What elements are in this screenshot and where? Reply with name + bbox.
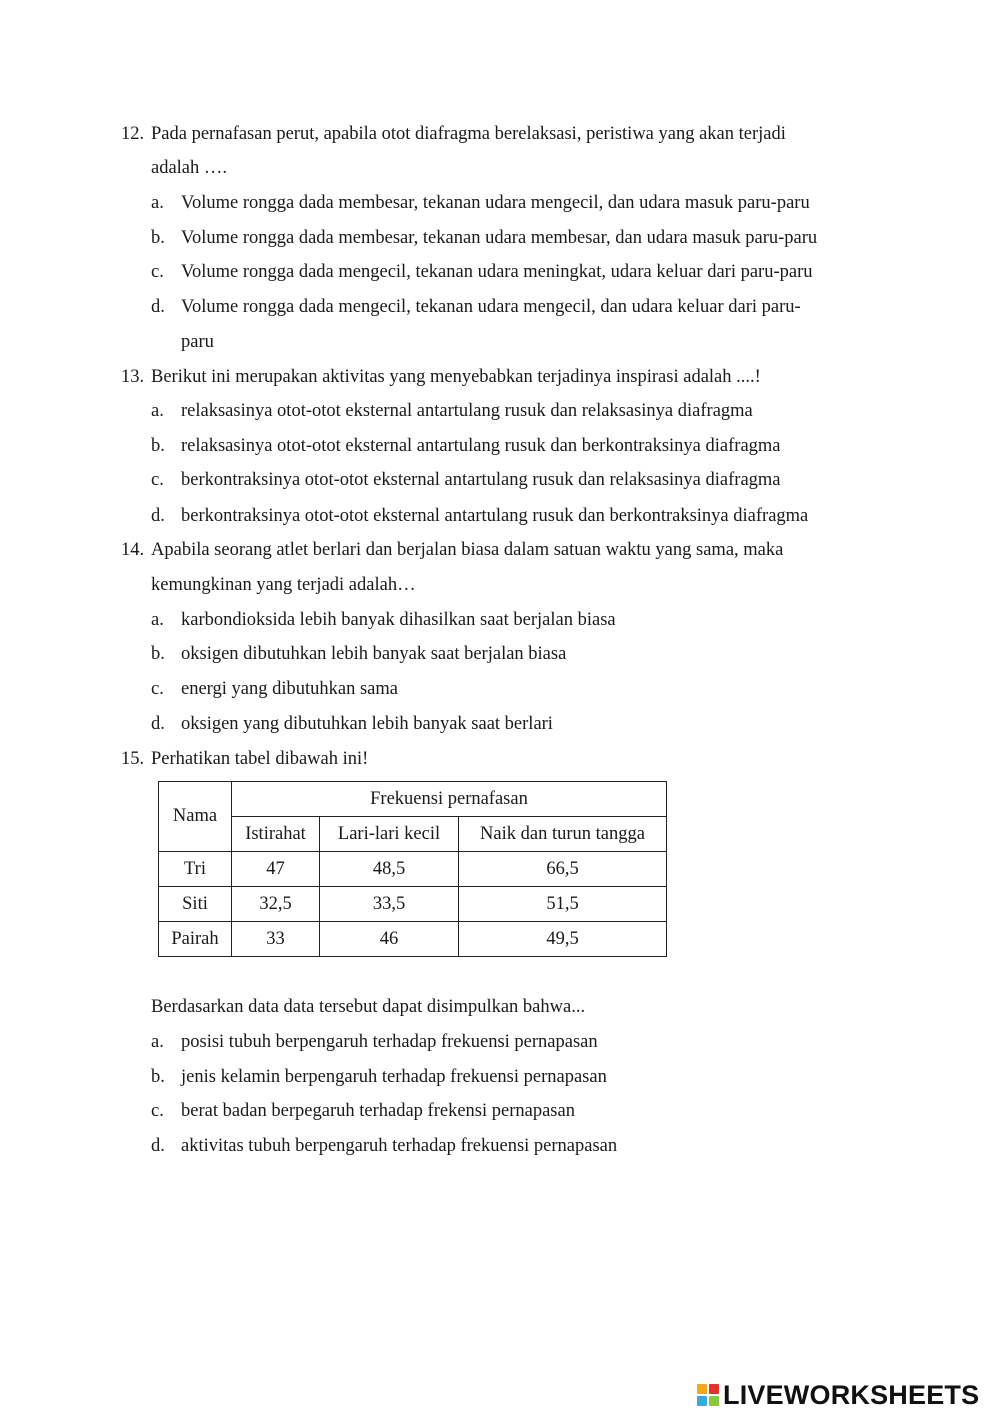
option-letter: d.	[151, 297, 165, 317]
breathing-frequency-table	[158, 781, 667, 957]
question-14-text: 14. Apabila seorang atlet berlari dan berjalan biasa dalam satuan waktu yang sama, maka	[121, 540, 784, 560]
option-letter: d.	[151, 506, 165, 526]
option-13-b[interactable]: b. relaksasinya otot-otot eksternal antartulang rusuk dan berkontraksinya diafragma	[151, 436, 781, 456]
option-letter: b.	[151, 1067, 165, 1087]
logo-block	[709, 1396, 719, 1406]
option-13-c[interactable]: c. berkontraksinya otot-otot eksternal antartulang rusuk dan relaksasinya diafragma	[151, 470, 781, 490]
option-letter: a.	[151, 401, 164, 421]
question-12-text: 12. Pada pernafasan perut, apabila otot diafragma berelaksasi, peristiwa yang akan terjadi	[121, 124, 786, 144]
question-number: 15.	[121, 749, 145, 769]
option-letter: b.	[151, 228, 165, 248]
row-cell: 33	[232, 922, 320, 957]
question-13-text: 13. Berikut ini merupakan aktivitas yang menyebabkan terjadinya inspirasi adalah ....!	[121, 367, 761, 387]
row-cell: 49,5	[459, 922, 667, 957]
logo-block	[697, 1384, 707, 1394]
question-15-conclusion: Berdasarkan data data tersebut dapat disimpulkan bahwa...	[151, 997, 586, 1017]
table-header-row	[159, 782, 667, 817]
table-row	[159, 852, 667, 887]
question-12-text-cont: adalah ….	[151, 158, 228, 178]
option-letter: b.	[151, 436, 165, 456]
table-row	[159, 887, 667, 922]
option-14-a[interactable]: a. karbondioksida lebih banyak dihasilkan saat berjalan biasa	[151, 610, 616, 630]
logo-blocks-icon	[697, 1384, 719, 1406]
option-14-c[interactable]: c. energi yang dibutuhkan sama	[151, 679, 398, 699]
question-number: 14.	[121, 540, 145, 560]
option-15-b[interactable]: b. jenis kelamin berpengaruh terhadap frekuensi pernapasan	[151, 1067, 607, 1087]
option-13-a[interactable]: a. relaksasinya otot-otot eksternal antartulang rusuk dan relaksasinya diafragma	[151, 401, 753, 421]
question-14-text-cont: kemungkinan yang terjadi adalah…	[151, 575, 416, 595]
option-letter: d.	[151, 714, 165, 734]
option-letter: b.	[151, 644, 165, 664]
header-col-istirahat: Istirahat	[232, 817, 320, 852]
option-letter: d.	[151, 1136, 165, 1156]
row-cell: 46	[320, 922, 459, 957]
row-cell: 51,5	[459, 887, 667, 922]
row-cell: 32,5	[232, 887, 320, 922]
option-12-c[interactable]: c. Volume rongga dada mengecil, tekanan udara meningkat, udara keluar dari paru-paru	[151, 262, 813, 282]
row-cell: 48,5	[320, 852, 459, 887]
option-12-d[interactable]: d. Volume rongga dada mengecil, tekanan udara mengecil, dan udara keluar dari paru-	[151, 297, 801, 317]
option-15-c[interactable]: c. berat badan berpegaruh terhadap frekensi pernapasan	[151, 1101, 575, 1121]
option-letter: c.	[151, 1101, 164, 1121]
row-cell: 66,5	[459, 852, 667, 887]
logo-text: LIVEWORKSHEETS	[723, 1379, 980, 1410]
liveworksheets-logo	[697, 1379, 980, 1410]
row-name: Tri	[159, 852, 232, 887]
row-name: Siti	[159, 887, 232, 922]
header-col-lari: Lari-lari kecil	[320, 817, 459, 852]
option-13-d[interactable]: d. berkontraksinya otot-otot eksternal antartulang rusuk dan berkontraksinya diafragma	[151, 506, 809, 526]
header-col-naik: Naik dan turun tangga	[459, 817, 667, 852]
row-cell: 33,5	[320, 887, 459, 922]
logo-block	[697, 1396, 707, 1406]
option-letter: c.	[151, 470, 164, 490]
logo-block	[709, 1384, 719, 1394]
option-12-d-cont: paru	[181, 332, 214, 352]
table-subheader-row	[159, 817, 667, 852]
header-nama: Nama	[159, 782, 232, 852]
option-15-a[interactable]: a. posisi tubuh berpengaruh terhadap frekuensi pernapasan	[151, 1032, 598, 1052]
table-row	[159, 922, 667, 957]
option-12-a[interactable]: a. Volume rongga dada membesar, tekanan udara mengecil, dan udara masuk paru-paru	[151, 193, 810, 213]
question-number: 12.	[121, 124, 145, 144]
header-group: Frekuensi pernafasan	[232, 782, 667, 817]
option-letter: a.	[151, 1032, 164, 1052]
row-cell: 47	[232, 852, 320, 887]
option-letter: c.	[151, 262, 164, 282]
row-name: Pairah	[159, 922, 232, 957]
option-14-d[interactable]: d. oksigen yang dibutuhkan lebih banyak saat berlari	[151, 714, 553, 734]
question-15-text: 15. Perhatikan tabel dibawah ini!	[121, 749, 369, 769]
option-letter: a.	[151, 193, 164, 213]
option-15-d[interactable]: d. aktivitas tubuh berpengaruh terhadap frekuensi pernapasan	[151, 1136, 618, 1156]
question-number: 13.	[121, 367, 145, 387]
option-12-b[interactable]: b. Volume rongga dada membesar, tekanan udara membesar, dan udara masuk paru-paru	[151, 228, 818, 248]
option-letter: c.	[151, 679, 164, 699]
option-14-b[interactable]: b. oksigen dibutuhkan lebih banyak saat berjalan biasa	[151, 644, 567, 664]
option-letter: a.	[151, 610, 164, 630]
